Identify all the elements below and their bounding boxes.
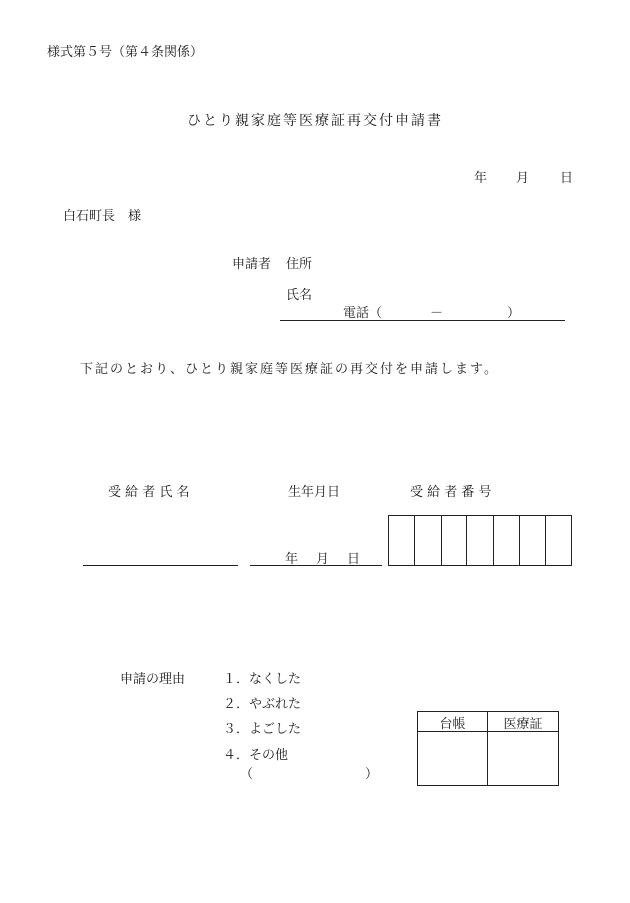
reason-option[interactable]: ４．その他	[223, 748, 289, 763]
birth-month: 月	[316, 552, 330, 567]
recipient-number-boxes[interactable]	[388, 515, 572, 566]
birth-day: 日	[347, 552, 361, 567]
medical-cert-header: 医療証	[503, 717, 543, 732]
reason-label: 申請の理由	[120, 672, 186, 687]
form-number: 様式第５号（第４条関係）	[47, 45, 204, 60]
reason-option[interactable]: １．なくした	[223, 672, 302, 687]
address-label: 住所	[286, 257, 313, 272]
number-box-divider	[441, 516, 442, 565]
number-box-divider	[493, 516, 494, 565]
body-text: 下記のとおり、ひとり親家庭等医療証の再交付を申請します。	[80, 362, 499, 377]
addressee: 白石町長 様	[63, 209, 142, 224]
other-close-paren: ）	[365, 767, 379, 782]
name-label: 氏名	[286, 288, 313, 303]
number-box-divider	[466, 516, 467, 565]
phone-close: ）	[507, 306, 521, 321]
recipient-number-header: 受 給 者 番 号	[410, 485, 492, 500]
other-open-paren: （	[240, 767, 254, 782]
reason-option[interactable]: ２．やぶれた	[223, 697, 302, 712]
birthdate-header: 生年月日	[288, 485, 341, 500]
number-box-divider	[519, 516, 520, 565]
birth-year: 年	[285, 552, 299, 567]
applicant-underline	[280, 320, 565, 321]
ledger-header: 台帳	[439, 717, 466, 732]
recipient-name-header: 受 給 者 氏 名	[108, 485, 190, 500]
birthdate-field[interactable]	[250, 565, 382, 566]
recipient-name-field[interactable]	[83, 565, 238, 566]
number-box-divider	[545, 516, 546, 565]
office-use-table	[417, 711, 559, 786]
phone-dash: －	[430, 306, 444, 321]
applicant-label: 申請者	[232, 257, 272, 272]
date-year: 年	[474, 171, 488, 186]
date-day: 日	[560, 171, 574, 186]
date-month: 月	[516, 171, 530, 186]
page-title: ひとり親家庭等医療証再交付申請書	[187, 113, 443, 129]
reason-option[interactable]: ３．よごした	[223, 722, 302, 737]
number-box-divider	[414, 516, 415, 565]
phone-label: 電話（	[343, 306, 383, 321]
